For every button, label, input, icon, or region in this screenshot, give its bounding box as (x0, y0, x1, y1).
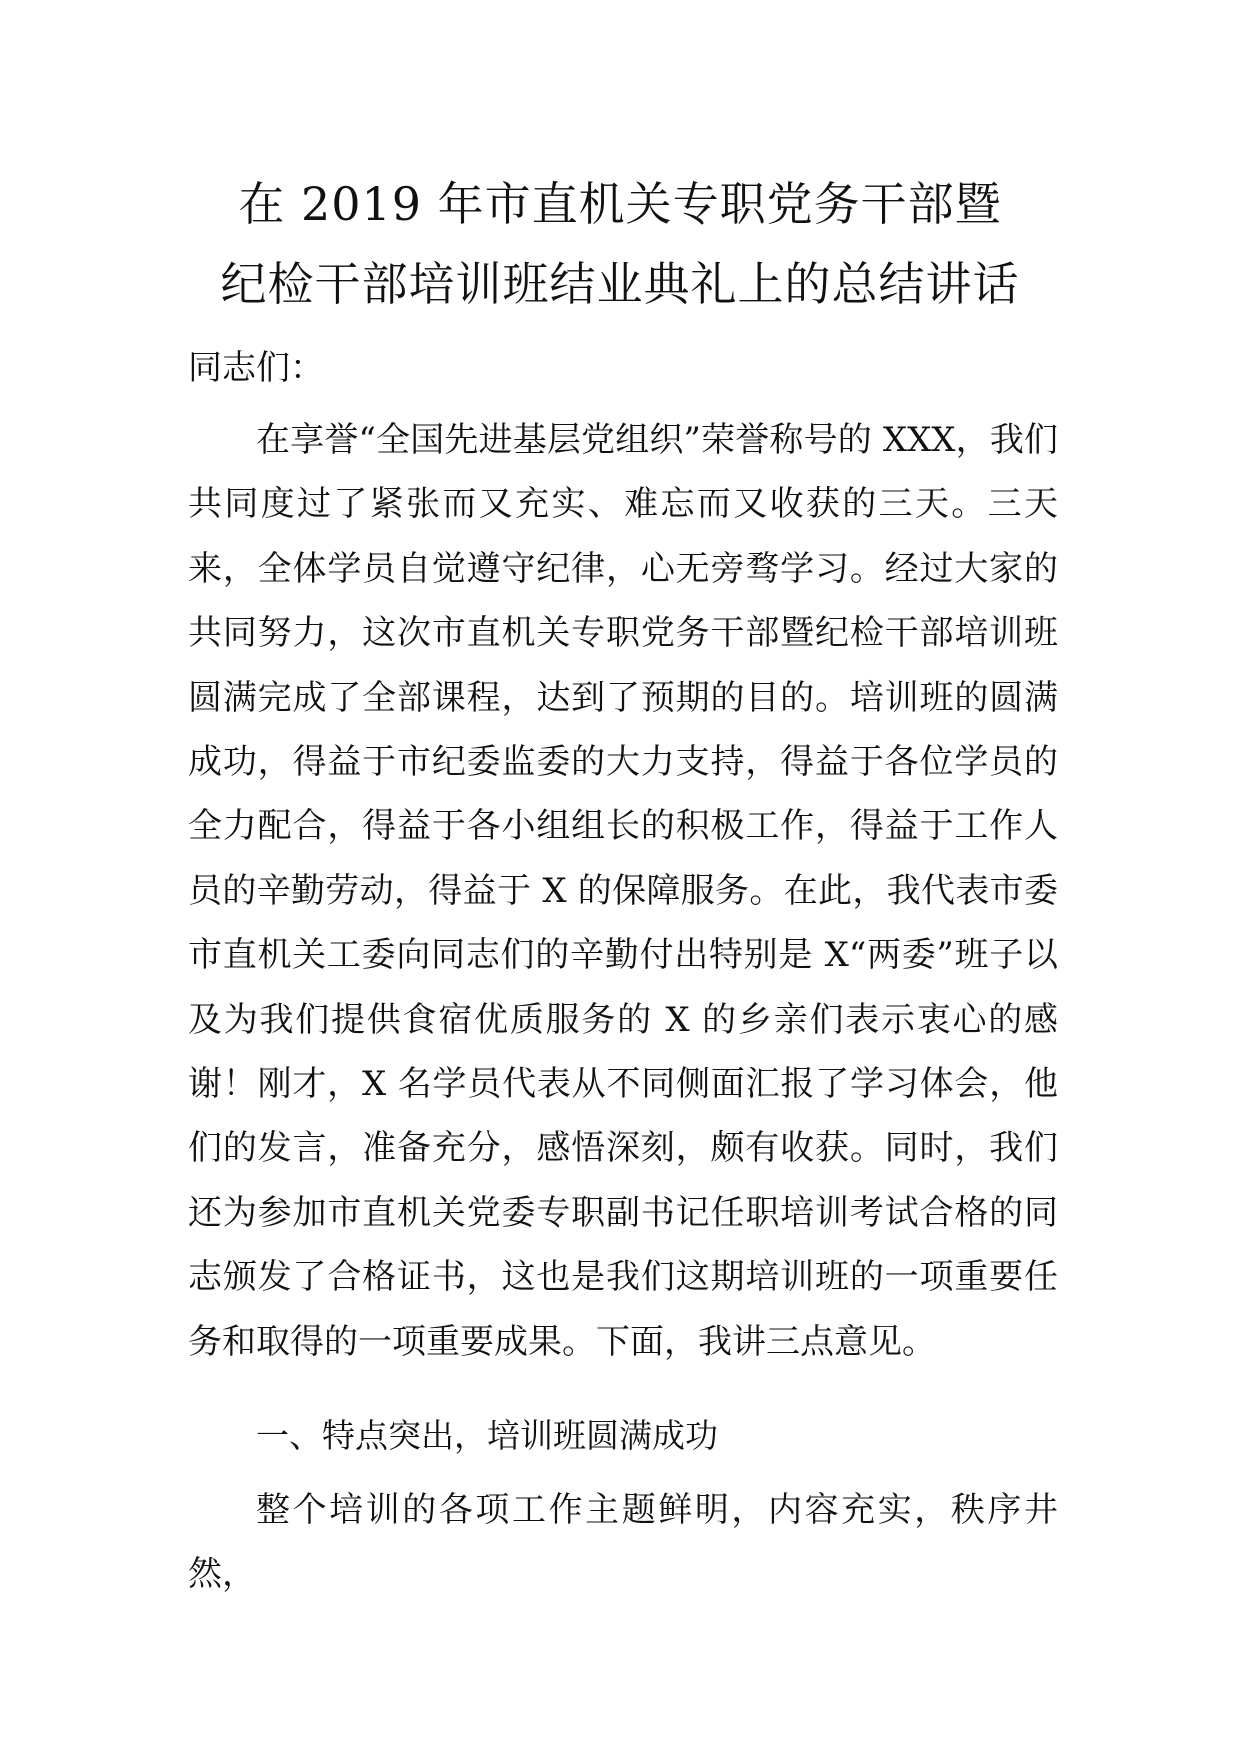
body-paragraph-1: 在享誉“全国先进基层党组织”荣誉称号的 XXX，我们共同度过了紧张而又充实、难忘而又收获的三天。三天来，全体学员自觉遵守纪律，心无旁骛学习。经过大家的共同努力，这次市直机关专职党务干部暨纪检干部培训班圆满完成了全部课程，达到了预期的目的。培训班的圆满成功，得益于市纪委监委的大力支持，得益于各位学员的全力配合，得益于各小组组长的积极工作，得益于工作人员的辛勤劳动，得益于 X 的保障服务。在此，我代表市委市直机关工委向同志们的辛勤付出特别是 X“两委”班子以及为我们提供食宿优质服务的 X 的乡亲们表示衷心的感谢！刚才，X 名学员代表从不同侧面汇报了学习体会，他们的发言，准备充分，感悟深刻，颇有收获。同时，我们还为参加市直机关党委专职副书记任职培训考试合格的同志颁发了合格证书，这也是我们这期培训班的一项重要任务和取得的一项重要成果。下面，我讲三点意见。 (188, 420, 1058, 1362)
document-title-line-1: 在 2019 年市直机关专职党务干部暨 (238, 177, 1002, 231)
section-heading-1: 一、特点突出，培训班圆满成功 (256, 1416, 718, 1455)
salutation: 同志们： (188, 348, 324, 388)
document-title-line-2: 纪检干部培训班结业典礼上的总结讲话 (220, 257, 1020, 311)
body-paragraph-2: 整个培训的各项工作主题鲜明，内容充实，秩序井然， (188, 1490, 1058, 1595)
